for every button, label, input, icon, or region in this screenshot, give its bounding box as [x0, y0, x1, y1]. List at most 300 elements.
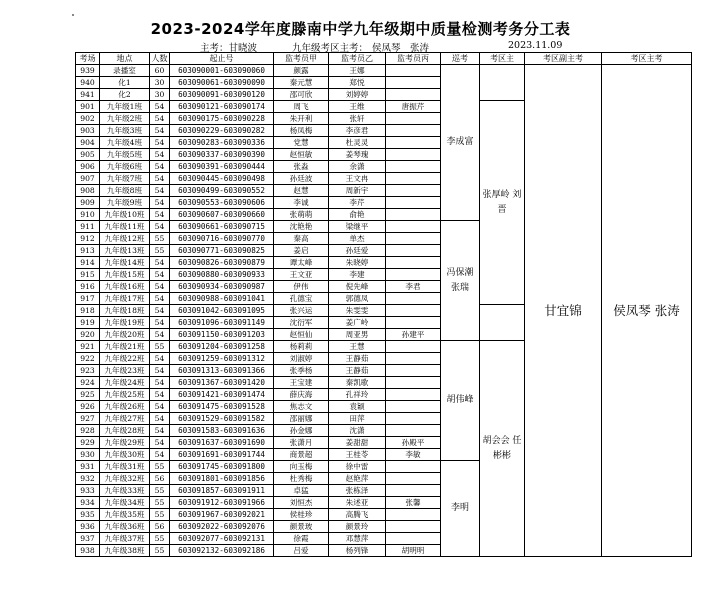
location-cell: 九年级36班 [100, 521, 150, 533]
column-header: 考区主 [480, 53, 525, 65]
count-cell: 54 [150, 149, 170, 161]
chief-examiner: 主考：甘晓波 [200, 43, 258, 54]
location-cell: 九年级12班 [100, 233, 150, 245]
proctor-a-cell: 李诚 [274, 197, 329, 209]
proctor-a-cell: 颜露 [274, 65, 329, 77]
proctor-c-cell [386, 65, 441, 77]
proctor-a-cell: 卓猛 [274, 485, 329, 497]
zone-head-cell: 张厚岭 刘晋 [480, 101, 525, 305]
proctor-b-cell: 周亚男 [329, 329, 386, 341]
room-cell: 939 [76, 65, 100, 77]
location-cell: 九年级17班 [100, 293, 150, 305]
proctor-b-cell: 杜灵灵 [329, 137, 386, 149]
location-cell: 化2 [100, 89, 150, 101]
id-range-cell: 603090607-603090660 [170, 209, 274, 221]
id-range-cell: 603090061-603090090 [170, 77, 274, 89]
room-cell: 931 [76, 461, 100, 473]
id-range-cell: 603091912-603091966 [170, 497, 274, 509]
location-cell: 录播室 [100, 65, 150, 77]
id-range-cell: 603091801-603091856 [170, 473, 274, 485]
proctor-b-cell: 姜琴瑰 [329, 149, 386, 161]
proctor-a-cell: 张淼 [274, 161, 329, 173]
location-cell: 九年级13班 [100, 245, 150, 257]
proctor-c-cell [386, 245, 441, 257]
proctor-a-cell: 赵慧 [274, 185, 329, 197]
count-cell: 55 [150, 485, 170, 497]
duty-table [75, 52, 692, 557]
room-cell: 937 [76, 533, 100, 545]
proctor-b-cell: 王桂苓 [329, 449, 386, 461]
proctor-a-cell: 杨凤梅 [274, 125, 329, 137]
count-cell: 55 [150, 545, 170, 557]
proctor-a-cell: 周飞 [274, 101, 329, 113]
room-cell: 926 [76, 401, 100, 413]
room-cell: 909 [76, 197, 100, 209]
location-cell: 九年级25班 [100, 389, 150, 401]
id-range-cell: 603091042-603091095 [170, 305, 274, 317]
room-cell: 933 [76, 485, 100, 497]
location-cell: 九年级33班 [100, 485, 150, 497]
id-range-cell: 603090391-603090444 [170, 161, 274, 173]
location-cell: 九年级20班 [100, 329, 150, 341]
proctor-a-cell: 薛庆海 [274, 389, 329, 401]
room-cell: 929 [76, 437, 100, 449]
page-title: 2023-2024学年度滕南中学九年级期中质量检测考务分工表 [150, 20, 571, 38]
count-cell: 54 [150, 317, 170, 329]
proctor-c-cell: 唐振芹 [386, 101, 441, 113]
location-cell: 九年级22班 [100, 353, 150, 365]
proctor-c-cell: 孙殿平 [386, 437, 441, 449]
count-cell: 54 [150, 437, 170, 449]
grade-chief-names: 侯凤琴 张涛 [372, 43, 430, 54]
room-cell: 923 [76, 365, 100, 377]
room-cell: 911 [76, 221, 100, 233]
room-cell: 936 [76, 521, 100, 533]
room-cell: 905 [76, 149, 100, 161]
proctor-c-cell [386, 341, 441, 353]
proctor-c-cell: 张馨 [386, 497, 441, 509]
id-range-cell: 603091529-603091582 [170, 413, 274, 425]
proctor-b-cell: 徐中雷 [329, 461, 386, 473]
location-cell: 九年级9班 [100, 197, 150, 209]
id-range-cell: 603090661-603090715 [170, 221, 274, 233]
proctor-c-cell [386, 461, 441, 473]
proctor-c-cell [386, 413, 441, 425]
id-range-cell: 603091475-603091528 [170, 401, 274, 413]
proctor-b-cell: 王静茹 [329, 353, 386, 365]
proctor-b-cell: 俞艳 [329, 209, 386, 221]
location-cell: 九年级5班 [100, 149, 150, 161]
proctor-a-cell: 张兴运 [274, 305, 329, 317]
room-cell: 927 [76, 413, 100, 425]
proctor-b-cell: 孔祥玲 [329, 389, 386, 401]
proctor-c-cell [386, 425, 441, 437]
id-range-cell: 603090337-603090390 [170, 149, 274, 161]
id-range-cell: 603091150-603091203 [170, 329, 274, 341]
stray-dot [72, 14, 74, 16]
count-cell: 54 [150, 173, 170, 185]
proctor-a-cell: 沈艳艳 [274, 221, 329, 233]
proctor-a-cell: 孙金娜 [274, 425, 329, 437]
proctor-a-cell: 向玉梅 [274, 461, 329, 473]
location-cell: 九年级2班 [100, 113, 150, 125]
id-range-cell: 603090553-603090606 [170, 197, 274, 209]
proctor-c-cell [386, 125, 441, 137]
location-cell: 九年级1班 [100, 101, 150, 113]
room-cell: 912 [76, 233, 100, 245]
id-range-cell: 603091745-603091800 [170, 461, 274, 473]
proctor-a-cell: 党慧 [274, 137, 329, 149]
location-cell: 九年级37班 [100, 533, 150, 545]
proctor-b-cell: 朱述亚 [329, 497, 386, 509]
room-cell: 930 [76, 449, 100, 461]
proctor-c-cell [386, 173, 441, 185]
proctor-c-cell [386, 305, 441, 317]
proctor-c-cell [386, 209, 441, 221]
count-cell: 54 [150, 197, 170, 209]
proctor-b-cell: 倪先峰 [329, 281, 386, 293]
proctor-b-cell: 李彦君 [329, 125, 386, 137]
proctor-c-cell [386, 137, 441, 149]
count-cell: 55 [150, 461, 170, 473]
proctor-b-cell: 邓慧萍 [329, 533, 386, 545]
proctor-c-cell [386, 293, 441, 305]
proctor-b-cell: 高腾飞 [329, 509, 386, 521]
proctor-a-cell: 徐霞 [274, 533, 329, 545]
count-cell: 30 [150, 89, 170, 101]
proctor-c-cell [386, 197, 441, 209]
proctor-c-cell [386, 389, 441, 401]
id-range-cell: 603091583-603091636 [170, 425, 274, 437]
id-range-cell: 603091367-603091420 [170, 377, 274, 389]
column-header: 考场 [76, 53, 100, 65]
zone-chief-cell: 侯凤琴 张涛 [602, 65, 692, 557]
proctor-b-cell: 梁继平 [329, 221, 386, 233]
proctor-b-cell: 姜甜甜 [329, 437, 386, 449]
id-range-cell: 603091096-603091149 [170, 317, 274, 329]
proctor-a-cell: 邵可欣 [274, 89, 329, 101]
proctor-a-cell: 谭太峰 [274, 257, 329, 269]
count-cell: 54 [150, 293, 170, 305]
room-cell: 916 [76, 281, 100, 293]
location-cell: 九年级16班 [100, 281, 150, 293]
location-cell: 九年级7班 [100, 173, 150, 185]
location-cell: 九年级18班 [100, 305, 150, 317]
proctor-c-cell [386, 485, 441, 497]
room-cell: 921 [76, 341, 100, 353]
proctor-c-cell [386, 509, 441, 521]
id-range-cell: 603090880-603090933 [170, 269, 274, 281]
column-header: 监考员乙 [329, 53, 386, 65]
proctor-b-cell: 颜景玲 [329, 521, 386, 533]
count-cell: 55 [150, 245, 170, 257]
id-range-cell: 603090499-603090552 [170, 185, 274, 197]
exam-date: 2023.11.09 [508, 40, 563, 51]
count-cell: 55 [150, 233, 170, 245]
room-cell: 932 [76, 473, 100, 485]
id-range-cell: 603090001-603090060 [170, 65, 274, 77]
proctor-b-cell: 王慧 [329, 341, 386, 353]
proctor-b-cell: 袁颖 [329, 401, 386, 413]
count-cell: 54 [150, 185, 170, 197]
proctor-b-cell: 朱晓婷 [329, 257, 386, 269]
count-cell: 54 [150, 101, 170, 113]
proctor-c-cell [386, 353, 441, 365]
id-range-cell: 603091259-603091312 [170, 353, 274, 365]
count-cell: 55 [150, 509, 170, 521]
proctor-a-cell: 杨莉莉 [274, 341, 329, 353]
proctor-a-cell: 王宝建 [274, 377, 329, 389]
location-cell: 九年级26班 [100, 401, 150, 413]
id-range-cell: 603090934-603090987 [170, 281, 274, 293]
location-cell: 九年级6班 [100, 161, 150, 173]
count-cell: 60 [150, 65, 170, 77]
proctor-a-cell: 伊伟 [274, 281, 329, 293]
id-range-cell: 603090445-603090498 [170, 173, 274, 185]
count-cell: 54 [150, 413, 170, 425]
location-cell: 九年级14班 [100, 257, 150, 269]
count-cell: 55 [150, 341, 170, 353]
room-cell: 928 [76, 425, 100, 437]
location-cell: 九年级35班 [100, 509, 150, 521]
zone-head-cell: 胡会会 任彬彬 [480, 341, 525, 557]
id-range-cell: 603091637-603091690 [170, 437, 274, 449]
count-cell: 54 [150, 281, 170, 293]
count-cell: 54 [150, 353, 170, 365]
table-body [76, 65, 692, 557]
room-cell: 913 [76, 245, 100, 257]
id-range-cell: 603090091-603090120 [170, 89, 274, 101]
inspector-cell: 冯保潮 张瑞 [441, 221, 480, 341]
column-header: 地点 [100, 53, 150, 65]
count-cell: 54 [150, 137, 170, 149]
location-cell: 九年级8班 [100, 185, 150, 197]
proctor-b-cell: 孙廷爱 [329, 245, 386, 257]
proctor-b-cell: 杨列锋 [329, 545, 386, 557]
proctor-c-cell [386, 221, 441, 233]
proctor-c-cell: 胡明明 [386, 545, 441, 557]
count-cell: 54 [150, 209, 170, 221]
location-cell: 九年级38班 [100, 545, 150, 557]
room-cell: 922 [76, 353, 100, 365]
proctor-a-cell: 王文亚 [274, 269, 329, 281]
proctor-a-cell: 赵恒敏 [274, 149, 329, 161]
id-range-cell: 603090121-603090174 [170, 101, 274, 113]
location-cell: 九年级19班 [100, 317, 150, 329]
count-cell: 54 [150, 161, 170, 173]
proctor-a-cell: 张季杨 [274, 365, 329, 377]
room-cell: 941 [76, 89, 100, 101]
room-cell: 901 [76, 101, 100, 113]
count-cell: 54 [150, 365, 170, 377]
proctor-c-cell [386, 401, 441, 413]
id-range-cell: 603091967-603092021 [170, 509, 274, 521]
room-cell: 918 [76, 305, 100, 317]
proctor-c-cell [386, 77, 441, 89]
location-cell: 九年级3班 [100, 125, 150, 137]
count-cell: 54 [150, 257, 170, 269]
count-cell: 54 [150, 221, 170, 233]
column-header: 监考员甲 [274, 53, 329, 65]
proctor-b-cell: 王静茹 [329, 365, 386, 377]
proctor-c-cell [386, 233, 441, 245]
room-cell: 914 [76, 257, 100, 269]
proctor-b-cell: 余潇 [329, 161, 386, 173]
room-cell: 902 [76, 113, 100, 125]
id-range-cell: 603090988-603091041 [170, 293, 274, 305]
proctor-c-cell [386, 89, 441, 101]
proctor-b-cell: 王文冉 [329, 173, 386, 185]
proctor-a-cell: 孙廷波 [274, 173, 329, 185]
id-range-cell: 603090175-603090228 [170, 113, 274, 125]
proctor-b-cell: 张轩 [329, 113, 386, 125]
table-row [76, 65, 692, 77]
vice-chief-cell: 甘宜锦 [525, 65, 602, 557]
proctor-b-cell: 朱雯雯 [329, 305, 386, 317]
proctor-a-cell: 焦志文 [274, 401, 329, 413]
id-range-cell: 603090283-603090336 [170, 137, 274, 149]
proctor-c-cell [386, 185, 441, 197]
proctor-a-cell: 侯桂珍 [274, 509, 329, 521]
room-cell: 906 [76, 161, 100, 173]
id-range-cell: 603090716-603090770 [170, 233, 274, 245]
proctor-b-cell: 田萍 [329, 413, 386, 425]
proctor-c-cell [386, 161, 441, 173]
column-header: 考区副主考 [525, 53, 602, 65]
location-cell: 九年级27班 [100, 413, 150, 425]
room-cell: 925 [76, 389, 100, 401]
proctor-a-cell: 吕爱 [274, 545, 329, 557]
count-cell: 54 [150, 329, 170, 341]
location-cell: 九年级21班 [100, 341, 150, 353]
room-cell: 919 [76, 317, 100, 329]
proctor-a-cell: 杜秀梅 [274, 473, 329, 485]
proctor-b-cell: 单杰 [329, 233, 386, 245]
proctor-a-cell: 邵丽娜 [274, 413, 329, 425]
proctor-a-cell: 刘恒杰 [274, 497, 329, 509]
id-range-cell: 603091857-603091911 [170, 485, 274, 497]
column-header: 巡考 [441, 53, 480, 65]
proctor-c-cell: 李君 [386, 281, 441, 293]
count-cell: 54 [150, 377, 170, 389]
room-cell: 940 [76, 77, 100, 89]
proctor-a-cell: 姜启 [274, 245, 329, 257]
proctor-c-cell: 孙建平 [386, 329, 441, 341]
proctor-c-cell [386, 149, 441, 161]
proctor-b-cell: 郑悦 [329, 77, 386, 89]
proctor-b-cell: 郭德凤 [329, 293, 386, 305]
room-cell: 903 [76, 125, 100, 137]
location-cell: 九年级31班 [100, 461, 150, 473]
room-cell: 915 [76, 269, 100, 281]
column-header: 起止号 [170, 53, 274, 65]
id-range-cell: 603091421-603091474 [170, 389, 274, 401]
inspector-cell: 李明 [441, 461, 480, 557]
grade-chief-label: 九年级考区主考： [292, 43, 369, 54]
column-header: 考区主考 [602, 53, 692, 65]
inspector-cell: 李成富 [441, 65, 480, 221]
count-cell: 56 [150, 521, 170, 533]
count-cell: 30 [150, 77, 170, 89]
id-range-cell: 603092077-603092131 [170, 533, 274, 545]
proctor-a-cell: 朱开利 [274, 113, 329, 125]
room-cell: 917 [76, 293, 100, 305]
proctor-a-cell: 沈衍军 [274, 317, 329, 329]
id-range-cell: 603090826-603090879 [170, 257, 274, 269]
room-cell: 935 [76, 509, 100, 521]
proctor-c-cell [386, 317, 441, 329]
count-cell: 54 [150, 389, 170, 401]
proctor-a-cell: 秦高 [274, 233, 329, 245]
proctor-b-cell: 王维 [329, 101, 386, 113]
id-range-cell: 603091313-603091366 [170, 365, 274, 377]
location-cell: 九年级10班 [100, 209, 150, 221]
location-cell: 九年级11班 [100, 221, 150, 233]
location-cell: 九年级23班 [100, 365, 150, 377]
zone-head-cell [480, 65, 525, 101]
room-cell: 924 [76, 377, 100, 389]
proctor-c-cell [386, 473, 441, 485]
proctor-a-cell: 商景超 [274, 449, 329, 461]
id-range-cell: 603091691-603091744 [170, 449, 274, 461]
count-cell: 54 [150, 449, 170, 461]
inspector-cell: 胡伟峰 [441, 341, 480, 461]
column-header: 人数 [151, 53, 168, 63]
room-cell: 920 [76, 329, 100, 341]
proctor-b-cell: 周新宇 [329, 185, 386, 197]
room-cell: 934 [76, 497, 100, 509]
column-header: 监考员丙 [386, 53, 441, 65]
proctor-a-cell: 孔德宝 [274, 293, 329, 305]
proctor-a-cell: 张萌萌 [274, 209, 329, 221]
location-cell: 九年级28班 [100, 425, 150, 437]
room-cell: 907 [76, 173, 100, 185]
id-range-cell: 603091204-603091258 [170, 341, 274, 353]
count-cell: 54 [150, 113, 170, 125]
room-cell: 910 [76, 209, 100, 221]
proctor-b-cell: 李建 [329, 269, 386, 281]
location-cell: 九年级32班 [100, 473, 150, 485]
proctor-b-cell: 沈潇 [329, 425, 386, 437]
proctor-a-cell: 赵恒仙 [274, 329, 329, 341]
proctor-c-cell [386, 257, 441, 269]
id-range-cell: 603090771-603090825 [170, 245, 274, 257]
proctor-b-cell: 李芹 [329, 197, 386, 209]
proctor-b-cell: 赵艳萍 [329, 473, 386, 485]
proctor-b-cell: 王娜 [329, 65, 386, 77]
proctor-c-cell [386, 269, 441, 281]
header-row [76, 53, 692, 65]
location-cell: 九年级24班 [100, 377, 150, 389]
location-cell: 化1 [100, 77, 150, 89]
count-cell: 56 [150, 473, 170, 485]
proctor-c-cell [386, 113, 441, 125]
id-range-cell: 603092022-603092076 [170, 521, 274, 533]
id-range-cell: 603090229-603090282 [170, 125, 274, 137]
room-cell: 908 [76, 185, 100, 197]
proctor-b-cell: 姜广岭 [329, 317, 386, 329]
proctor-b-cell: 刘婷婷 [329, 89, 386, 101]
proctor-c-cell [386, 521, 441, 533]
room-cell: 938 [76, 545, 100, 557]
location-cell: 九年级34班 [100, 497, 150, 509]
id-range-cell: 603092132-603092186 [170, 545, 274, 557]
count-cell: 54 [150, 425, 170, 437]
proctor-c-cell [386, 533, 441, 545]
proctor-c-cell: 李敏 [386, 449, 441, 461]
proctor-a-cell: 刘淑婷 [274, 353, 329, 365]
zone-head-cell [480, 305, 525, 341]
